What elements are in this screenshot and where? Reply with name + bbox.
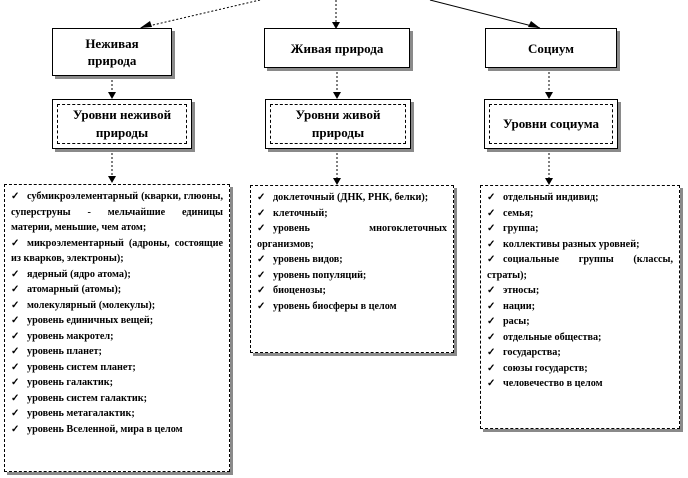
list-item-text: уровень Вселенной, мира в целом	[27, 423, 183, 435]
arrow-head-col1-b	[108, 176, 116, 183]
list-item	[11, 360, 223, 376]
list-item	[257, 252, 447, 268]
list-item	[487, 314, 673, 330]
header-nonliving-label: Неживая природа	[85, 36, 139, 68]
checkmark-icon: ✓	[487, 300, 496, 312]
checkmark-icon: ✓	[487, 207, 496, 219]
list-item	[11, 344, 223, 360]
list-nonliving-nature	[4, 184, 230, 472]
checkmark-icon: ✓	[11, 268, 20, 280]
checkmark-icon: ✓	[257, 207, 266, 219]
arrow-head-col3-b	[545, 178, 553, 185]
list-item	[11, 375, 223, 391]
list-item-text: группа;	[503, 223, 539, 234]
list-living-nature	[250, 185, 454, 353]
list-item	[487, 376, 673, 392]
checkmark-icon: ✓	[11, 330, 20, 342]
list-item-text: социальные группы (классы, страты);	[487, 254, 673, 281]
checkmark-icon: ✓	[11, 408, 20, 419]
list-item-text: этносы;	[503, 285, 540, 296]
checkmark-icon: ✓	[487, 238, 496, 250]
list-item-text: уровень систем планет;	[27, 361, 136, 373]
header-living-label: Живая природа	[290, 40, 384, 56]
list-item	[11, 236, 223, 267]
checkmark-icon: ✓	[257, 300, 266, 312]
checkmark-icon: ✓	[257, 269, 266, 281]
list-item	[257, 299, 447, 315]
arrow-head-right	[528, 21, 540, 28]
list-item	[487, 330, 673, 346]
arrow-head-left	[140, 21, 152, 28]
checkmark-icon: ✓	[487, 254, 496, 265]
list-item	[11, 282, 223, 298]
checkmark-icon: ✓	[11, 237, 20, 249]
list-item-text: государства;	[503, 347, 561, 358]
list-item-text: уровень популяций;	[273, 269, 367, 281]
checkmark-icon: ✓	[257, 285, 266, 296]
checkmark-icon: ✓	[11, 284, 20, 295]
checkmark-icon: ✓	[487, 316, 496, 327]
list-item	[11, 298, 223, 314]
list-item-text: отдельный индивид;	[503, 192, 599, 203]
checkmark-icon: ✓	[257, 254, 266, 265]
checkmark-icon: ✓	[11, 346, 20, 357]
checkmark-icon: ✓	[487, 362, 496, 374]
level-living-label: Уровни живой природы	[295, 107, 381, 140]
level-society	[484, 99, 618, 149]
list-item	[11, 313, 223, 329]
list-item	[257, 190, 447, 206]
checkmark-icon: ✓	[487, 285, 496, 296]
list-item-text: отдельные общества;	[503, 331, 602, 343]
level-living-nature	[265, 99, 411, 149]
list-item-text: уровень многоклеточных организмов;	[257, 223, 447, 250]
list-item	[487, 237, 673, 253]
level-society-label: Уровни социума	[503, 116, 599, 131]
list-item	[257, 268, 447, 284]
list-item-text: уровень планет;	[27, 346, 102, 357]
checkmark-icon: ✓	[11, 392, 20, 404]
checkmark-icon: ✓	[11, 423, 20, 435]
list-item	[487, 206, 673, 222]
header-society-label: Социум	[527, 40, 575, 56]
list-item	[487, 283, 673, 299]
list-item-text: доклеточный (ДНК, РНК, белки);	[273, 192, 429, 203]
list-item-text: нации;	[503, 300, 535, 312]
list-item-text: ядерный (ядро атома);	[27, 268, 131, 280]
list-item	[487, 221, 673, 237]
checkmark-icon: ✓	[487, 331, 496, 343]
checkmark-icon: ✓	[11, 377, 20, 388]
header-nonliving-nature	[52, 28, 172, 76]
checkmark-icon: ✓	[11, 315, 20, 326]
checkmark-icon: ✓	[257, 223, 266, 234]
list-item	[11, 391, 223, 407]
checkmark-icon: ✓	[487, 192, 496, 203]
checkmark-icon: ✓	[487, 223, 496, 234]
list-item-text: уровень макротел;	[27, 330, 114, 342]
checkmark-icon: ✓	[487, 378, 496, 389]
level-nonliving-nature	[52, 99, 192, 149]
list-item	[11, 267, 223, 283]
arrow-line-right	[430, 0, 540, 28]
checkmark-icon: ✓	[11, 191, 20, 202]
checkmark-icon: ✓	[487, 347, 496, 358]
list-item-text: уровень видов;	[273, 254, 343, 265]
arrow-head-col2-b	[333, 178, 341, 185]
arrow-head-col1-a	[108, 92, 116, 99]
list-item	[487, 252, 673, 283]
list-item	[11, 189, 223, 236]
list-item-text: уровень метагалактик;	[27, 408, 135, 419]
level-nonliving-label: Уровни неживой природы	[72, 107, 172, 140]
header-living-nature	[264, 28, 410, 68]
list-item-text: человечество в целом	[503, 378, 603, 389]
list-item	[487, 345, 673, 361]
list-item	[257, 283, 447, 299]
arrow-head-col3-a	[545, 92, 553, 99]
checkmark-icon: ✓	[257, 192, 266, 203]
list-item	[257, 221, 447, 252]
list-item-text: уровень систем галактик;	[27, 392, 147, 404]
list-item-text: уровень биосферы в целом	[273, 300, 397, 312]
arrow-line-left	[140, 0, 260, 28]
list-item-text: субмикроэлементарный (кварки, глюоны, суперструны - мельчайшие единицы материи, меньшие, чем атом;	[11, 191, 223, 233]
list-item	[11, 329, 223, 345]
list-item-text: союзы государств;	[503, 362, 588, 374]
list-item-text: уровень галактик;	[27, 377, 114, 388]
list-item	[487, 361, 673, 377]
list-item	[487, 190, 673, 206]
list-item-text: семья;	[503, 207, 534, 219]
list-item-text: коллективы разных уровней;	[503, 238, 640, 250]
list-item-text: клеточный;	[273, 207, 328, 219]
list-item-text: уровень единичных вещей;	[27, 315, 154, 326]
list-item	[487, 299, 673, 315]
arrow-head-col2-a	[333, 92, 341, 99]
checkmark-icon: ✓	[11, 299, 20, 311]
list-item-text: атомарный (атомы);	[27, 284, 122, 295]
list-item-text: расы;	[503, 316, 530, 327]
checkmark-icon: ✓	[11, 361, 20, 373]
list-item-text: биоценозы;	[273, 285, 326, 296]
list-item-text: микроэлементарный (адроны, состоящие из кварков, электроны);	[11, 237, 223, 264]
list-item	[257, 206, 447, 222]
list-item	[11, 406, 223, 422]
list-item-text: молекулярный (молекулы);	[27, 299, 156, 311]
header-society	[485, 28, 617, 68]
list-society	[480, 185, 680, 429]
list-item	[11, 422, 223, 438]
